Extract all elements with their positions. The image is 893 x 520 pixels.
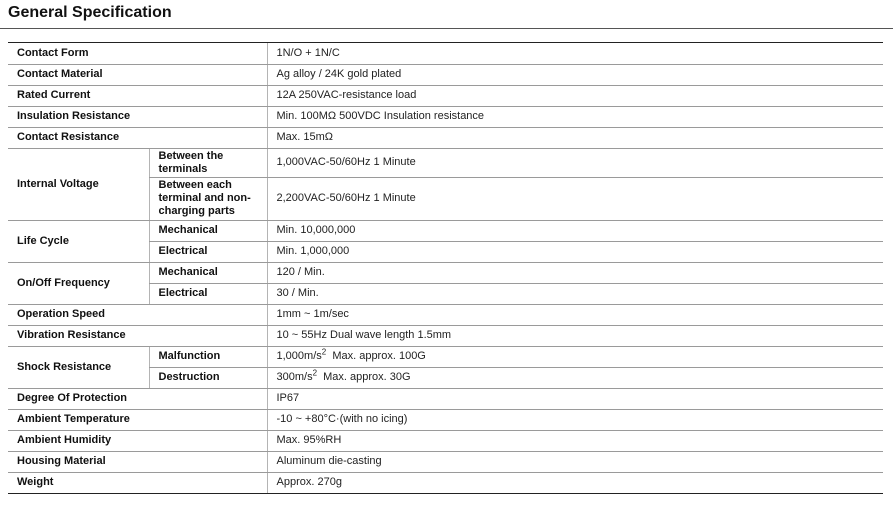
table-row — [8, 451, 883, 472]
row-value: Min. 10,000,000 — [267, 220, 883, 241]
value-text: 300m/s — [276, 371, 313, 383]
table-row — [8, 472, 883, 493]
row-value: 1N/O + 1N/C — [267, 43, 883, 64]
title-divider — [0, 28, 893, 29]
row-value: Ag alloy / 24K gold plated — [267, 64, 883, 85]
table-row — [8, 409, 883, 430]
row-value — [267, 367, 883, 388]
value-text: 1,000m/s — [276, 350, 322, 362]
row-label: Housing Material — [8, 451, 267, 472]
row-sublabel: Mechanical — [149, 262, 267, 283]
row-value: 30 / Min. — [267, 283, 883, 304]
row-label: Vibration Resistance — [8, 325, 267, 346]
row-value: 1,000VAC-50/60Hz 1 Minute — [267, 148, 883, 177]
row-label: Contact Resistance — [8, 127, 267, 148]
row-label: Shock Resistance — [8, 346, 149, 388]
superscript: 2 — [312, 368, 318, 378]
row-value — [267, 346, 883, 367]
table-row — [8, 430, 883, 451]
row-label: Contact Form — [8, 43, 267, 64]
table-row — [8, 43, 883, 64]
table-row — [8, 304, 883, 325]
row-value: -10 ~ +80°C·(with no icing) — [267, 409, 883, 430]
row-value: 2,200VAC-50/60Hz 1 Minute — [267, 177, 883, 220]
row-value: Aluminum die-casting — [267, 451, 883, 472]
table-row — [8, 148, 883, 177]
row-value: 12A 250VAC-resistance load — [267, 85, 883, 106]
row-sublabel: Mechanical — [149, 220, 267, 241]
value-text: Max. approx. 100G — [326, 350, 426, 362]
table-row — [8, 262, 883, 283]
row-value: 10 ~ 55Hz Dual wave length 1.5mm — [267, 325, 883, 346]
row-label: Insulation Resistance — [8, 106, 267, 127]
row-sublabel: Destruction — [149, 367, 267, 388]
table-row — [8, 388, 883, 409]
row-label: Rated Current — [8, 85, 267, 106]
row-label: Life Cycle — [8, 220, 149, 262]
row-label: Ambient Humidity — [8, 430, 267, 451]
row-sublabel: Between each terminal and non-charging parts — [149, 177, 267, 220]
row-value: Approx. 270g — [267, 472, 883, 493]
row-label: Internal Voltage — [8, 148, 149, 220]
row-label: Weight — [8, 472, 267, 493]
row-label: Contact Material — [8, 64, 267, 85]
value-text: Max. approx. 30G — [317, 371, 411, 383]
superscript: 2 — [321, 347, 327, 357]
page-title: General Specification — [8, 4, 172, 21]
table-row — [8, 220, 883, 241]
row-sublabel: Malfunction — [149, 346, 267, 367]
table-row — [8, 85, 883, 106]
row-label: Degree Of Protection — [8, 388, 267, 409]
row-sublabel: Between the terminals — [149, 148, 267, 177]
row-value: Min. 1,000,000 — [267, 241, 883, 262]
row-value: 1mm ~ 1m/sec — [267, 304, 883, 325]
row-value: IP67 — [267, 388, 883, 409]
row-label: On/Off Frequency — [8, 262, 149, 304]
row-label: Ambient Temperature — [8, 409, 267, 430]
table-row — [8, 127, 883, 148]
row-sublabel: Electrical — [149, 283, 267, 304]
row-value: Max. 15mΩ — [267, 127, 883, 148]
row-sublabel: Electrical — [149, 241, 267, 262]
spec-table — [8, 43, 883, 494]
row-value: 120 / Min. — [267, 262, 883, 283]
table-row — [8, 325, 883, 346]
row-value: Min. 100MΩ 500VDC Insulation resistance — [267, 106, 883, 127]
table-row — [8, 346, 883, 367]
table-row — [8, 64, 883, 85]
row-value: Max. 95%RH — [267, 430, 883, 451]
table-row — [8, 106, 883, 127]
row-label: Operation Speed — [8, 304, 267, 325]
